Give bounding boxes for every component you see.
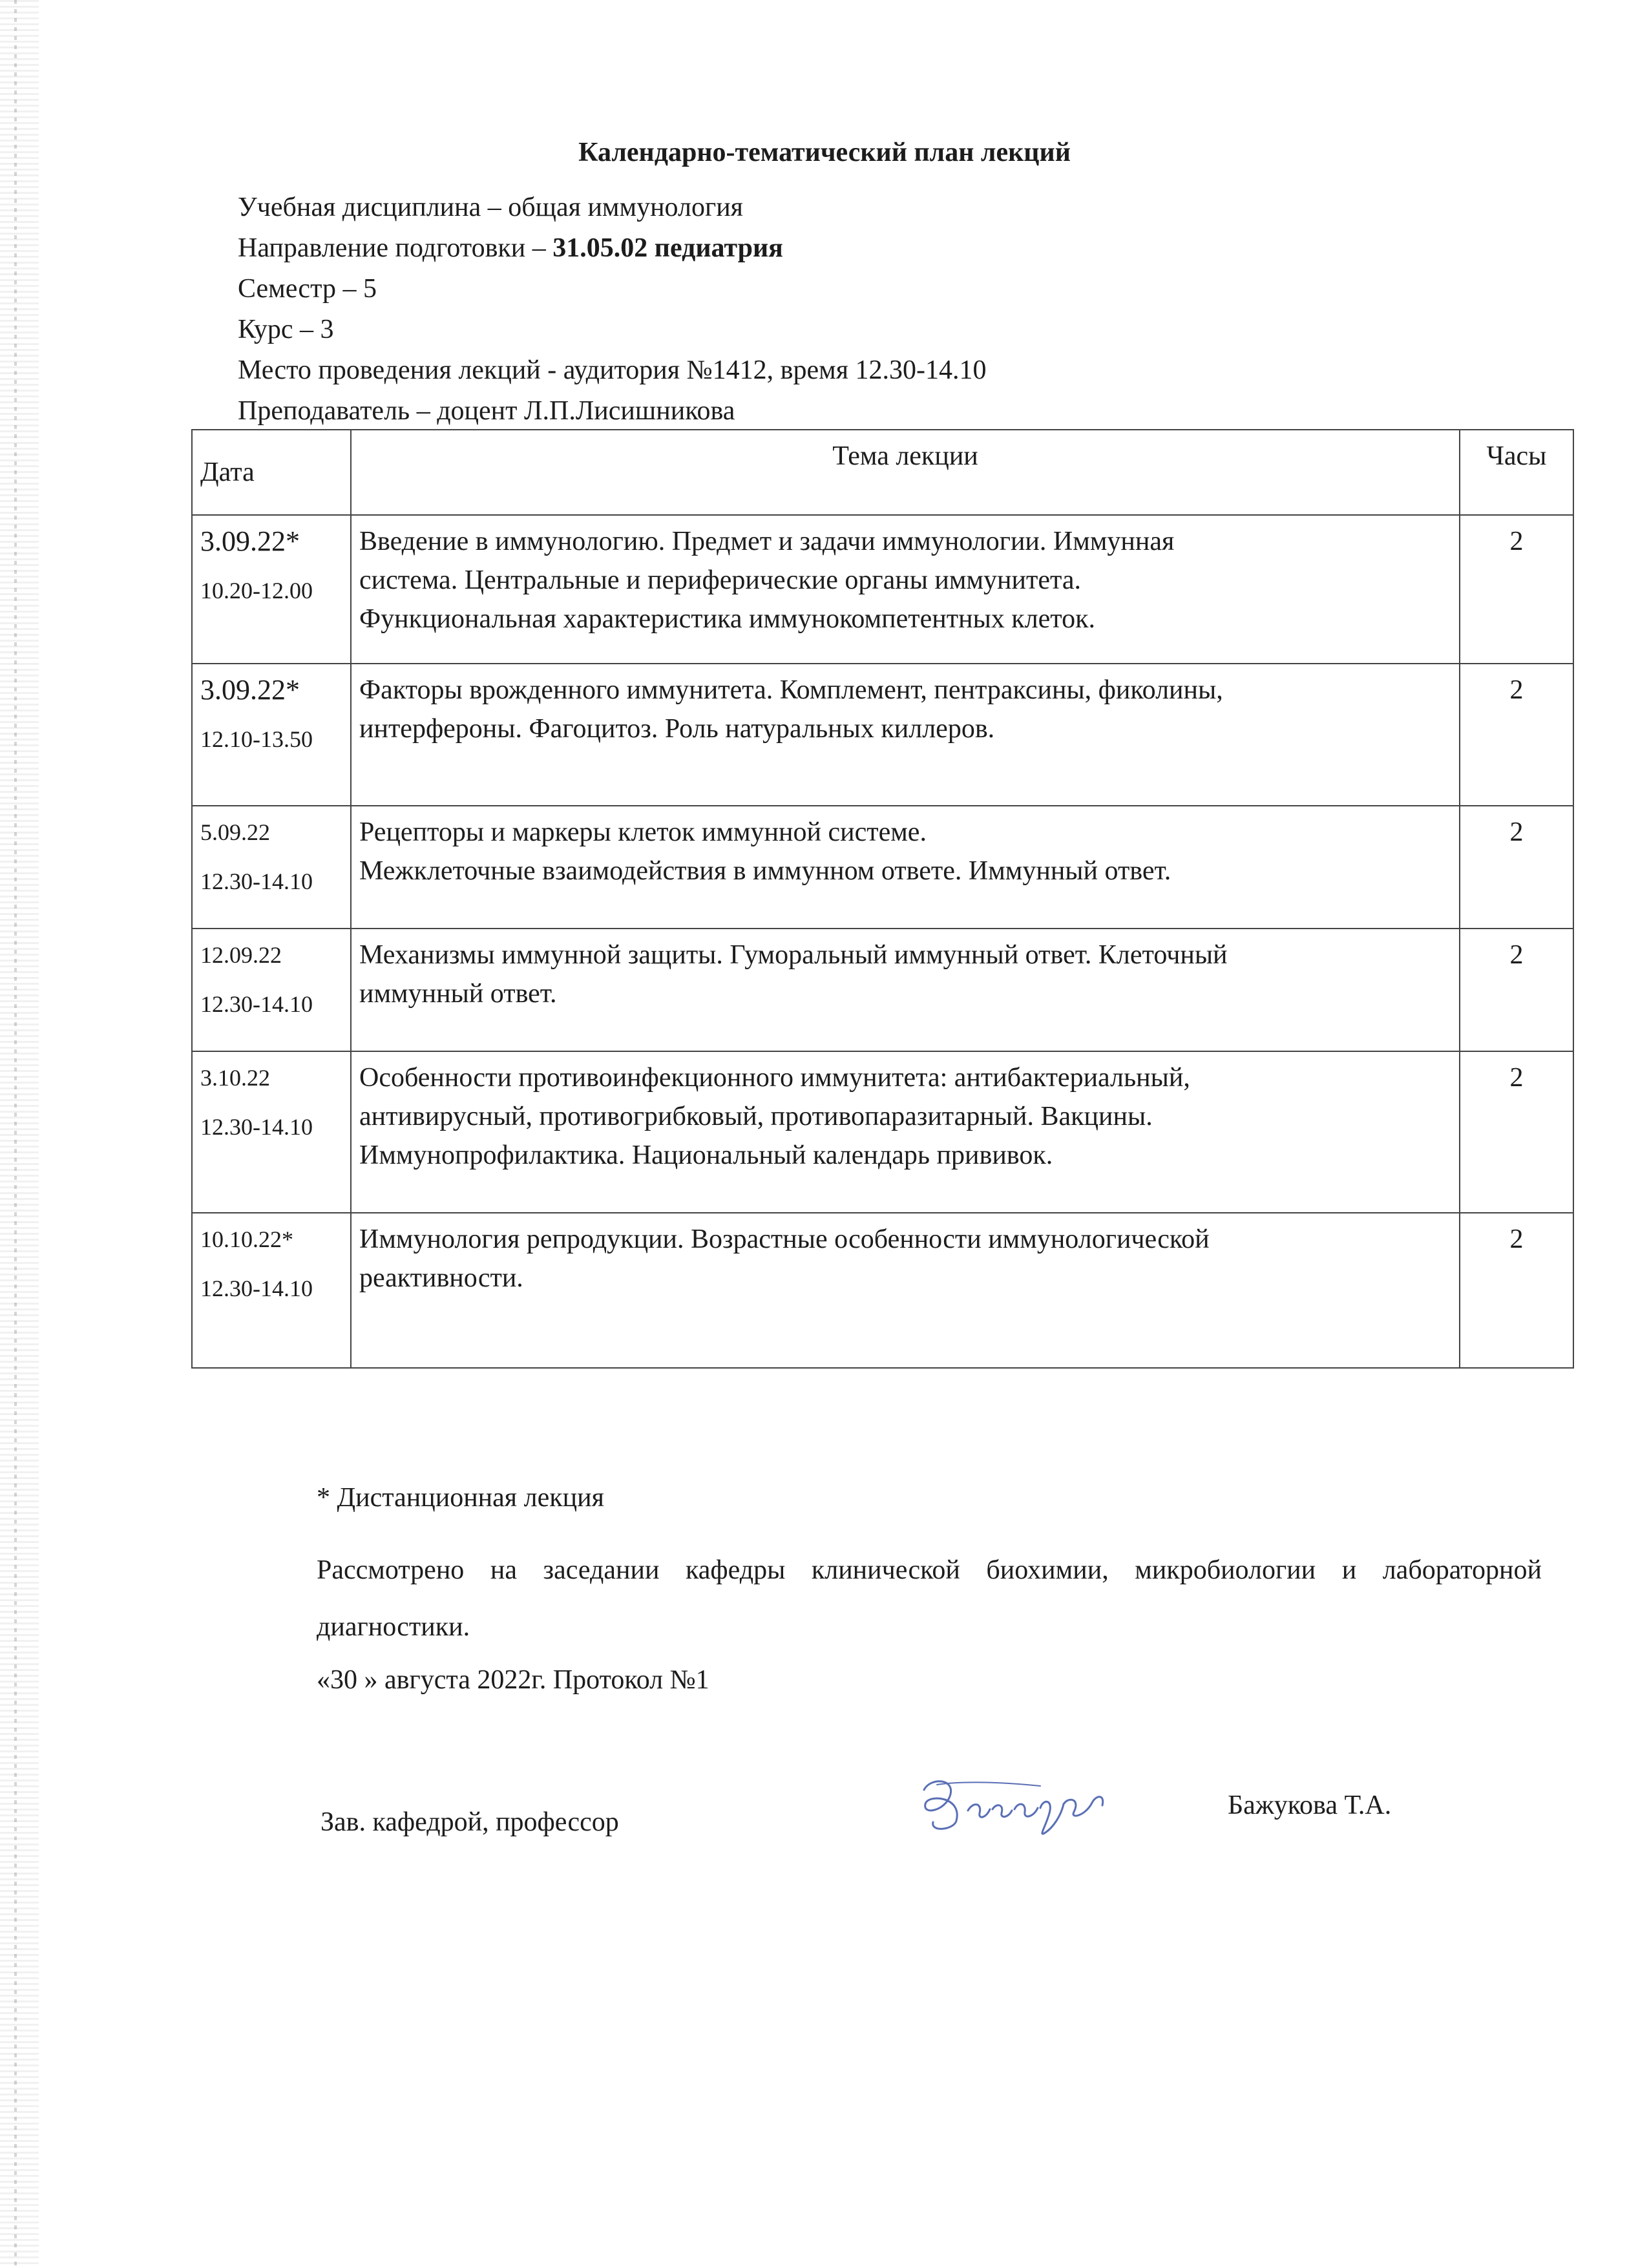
date-cell: [192, 1051, 351, 1213]
table-row: [192, 664, 1573, 806]
place-line: Место проведения лекций - аудитория №1412, время 12.30-14.10: [238, 355, 987, 385]
topic-line: реактивности.: [359, 1263, 523, 1293]
header-hours: Часы: [1460, 430, 1573, 515]
direction-value: 31.05.02 педиатрия: [552, 233, 783, 263]
semester-line: Семестр – 5: [238, 274, 377, 304]
lecture-time: 12.30-14.10: [200, 1276, 313, 1301]
topic-line: Рецепторы и маркеры клеток иммунной системе.: [359, 817, 927, 847]
topic-line: Введение в иммунологию. Предмет и задачи иммунологии. Иммунная: [359, 527, 1175, 556]
review-statement: Рассмотрено на заседании кафедры клинической биохимии, микробиологии и лабораторной диагностики.: [317, 1555, 1542, 1642]
topic-cell: [351, 1051, 1460, 1213]
lecture-time: 12.10-13.50: [200, 726, 313, 752]
hours-cell: 2: [1460, 664, 1573, 806]
header-topic: Тема лекции: [351, 430, 1460, 515]
table-row: [192, 515, 1573, 664]
topic-line: интерфероны. Фагоцитоз. Роль натуральных киллеров.: [359, 714, 995, 744]
topic-line: Иммунология репродукции. Возрастные особенности иммунологической: [359, 1224, 1210, 1254]
lecture-time: 12.30-14.10: [200, 1114, 313, 1140]
discipline-line: Учебная дисциплина – общая иммунология: [238, 193, 743, 222]
date-cell: [192, 664, 351, 806]
course-line: Курс – 3: [238, 315, 334, 344]
date-cell: [192, 1213, 351, 1368]
signatory-position: Зав. кафедрой, профессор: [320, 1807, 619, 1837]
topic-cell: [351, 515, 1460, 664]
table-row: [192, 806, 1573, 929]
lecture-time: 12.30-14.10: [200, 991, 313, 1017]
table-header-row: [192, 430, 1573, 515]
topic-line: Иммунопрофилактика. Национальный календарь прививок.: [359, 1140, 1053, 1170]
topic-cell: [351, 664, 1460, 806]
direction-label: Направление подготовки –: [238, 233, 553, 263]
document-title: Календарно-тематический план лекций: [578, 138, 1071, 167]
hours-cell: 2: [1460, 929, 1573, 1051]
topic-line: Межклеточные взаимодействия в иммунном ответе. Иммунный ответ.: [359, 856, 1171, 886]
lecture-date: 3.09.22*: [200, 674, 300, 706]
header-date: Дата: [192, 430, 351, 515]
remote-lecture-footnote: * Дистанционная лекция: [317, 1483, 604, 1513]
topic-line: иммунный ответ.: [359, 979, 557, 1009]
topic-line: Функциональная характеристика иммунокомпетентных клеток.: [359, 604, 1096, 634]
topic-line: антивирусный, противогрибковый, противопаразитарный. Вакцины.: [359, 1102, 1153, 1131]
lecture-time: 12.30-14.10: [200, 868, 313, 894]
table-row: [192, 1213, 1573, 1368]
topic-cell: [351, 929, 1460, 1051]
direction-line: [238, 228, 987, 269]
table-row: [192, 929, 1573, 1051]
signatory-name: Бажукова Т.А.: [1228, 1790, 1392, 1820]
course-meta: [238, 187, 987, 432]
hours-cell: 2: [1460, 515, 1573, 664]
protocol-line: «30 » августа 2022г. Протокол №1: [317, 1665, 709, 1695]
hours-cell: 2: [1460, 806, 1573, 929]
hours-cell: 2: [1460, 1213, 1573, 1368]
date-cell: [192, 515, 351, 664]
lecture-date: 12.09.22: [200, 942, 282, 968]
scan-edge-artifact: [0, 0, 39, 2268]
lecture-plan-table: [191, 429, 1574, 1369]
lecture-date: 5.09.22: [200, 819, 270, 845]
topic-line: Факторы врожденного иммунитета. Комплемент, пентраксины, фиколины,: [359, 675, 1223, 705]
topic-line: Особенности противоинфекционного иммунитета: антибактериальный,: [359, 1063, 1190, 1093]
lecture-date: 3.09.22*: [200, 525, 300, 557]
lecture-time: 10.20-12.00: [200, 578, 313, 604]
date-cell: [192, 929, 351, 1051]
topic-line: Механизмы иммунной защиты. Гуморальный иммунный ответ. Клеточный: [359, 940, 1228, 970]
topic-line: система. Центральные и периферические органы иммунитета.: [359, 565, 1081, 595]
table-row: [192, 1051, 1573, 1213]
handwritten-signature: [911, 1770, 1124, 1842]
topic-cell: [351, 806, 1460, 929]
topic-cell: [351, 1213, 1460, 1368]
lecture-date: 3.10.22: [200, 1065, 270, 1091]
teacher-line: Преподаватель – доцент Л.П.Лисишникова: [238, 396, 735, 426]
hours-cell: 2: [1460, 1051, 1573, 1213]
lecture-date: 10.10.22*: [200, 1226, 293, 1252]
date-cell: [192, 806, 351, 929]
